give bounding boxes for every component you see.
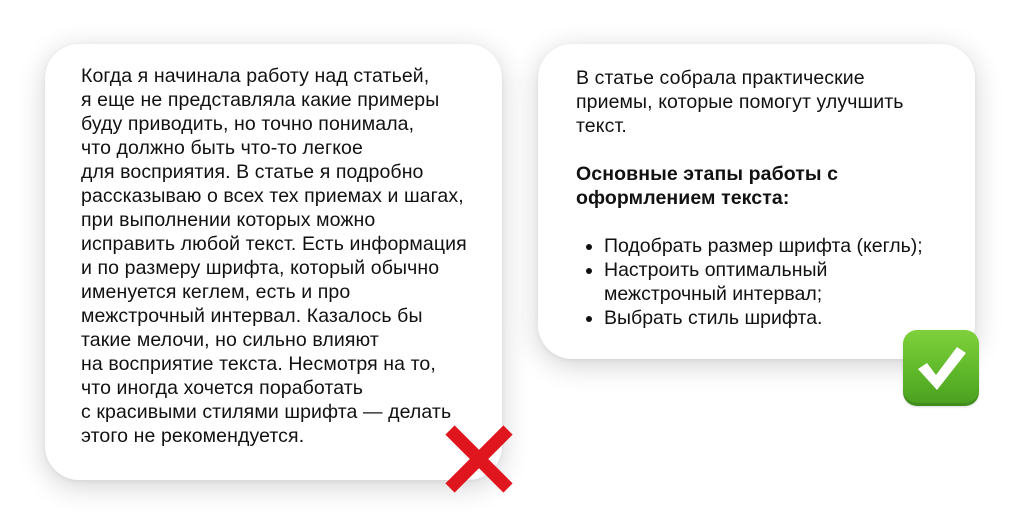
- list-item: [586, 234, 955, 258]
- text-line: этого не рекомендуется.: [81, 425, 305, 447]
- stages-heading: [576, 162, 955, 210]
- text-line: с красивыми стилями шрифта — делать: [81, 401, 452, 423]
- text-line: я еще не представляла какие примеры: [81, 89, 440, 111]
- text-line: и по размеру шрифта, который обычно: [81, 257, 440, 279]
- stages-list: [576, 234, 955, 330]
- good-example-card: [538, 44, 975, 359]
- list-item-text: межстрочный интервал;: [604, 283, 823, 305]
- text-line: на восприятие текста. Несмотря на то,: [81, 353, 436, 375]
- bad-example-text: [81, 64, 482, 448]
- list-item-text: Выбрать стиль шрифта.: [604, 307, 823, 329]
- bullet-icon: [586, 316, 592, 322]
- text-line: Когда я начинала работу над статьей,: [81, 65, 430, 87]
- cross-mark-icon: [440, 420, 518, 498]
- bullet-icon: [586, 244, 592, 250]
- text-line: что иногда хочется поработать: [81, 377, 364, 399]
- bullet-icon: [586, 268, 592, 274]
- list-item-text: Настроить оптимальный: [604, 259, 828, 281]
- intro-line: приемы, которые помогут улучшить: [576, 91, 904, 113]
- text-line: межстрочный интервал. Казалось бы: [81, 305, 423, 327]
- list-item-text: Подобрать размер шрифта (кегль);: [604, 235, 923, 257]
- check-mark-button-icon: [903, 330, 979, 406]
- text-line: именуется кеглем, есть и про: [81, 281, 351, 303]
- list-item: [586, 306, 955, 330]
- bad-example-card: [45, 44, 502, 480]
- heading-line: оформлением текста:: [576, 187, 790, 209]
- text-line: при выполнении которых можно: [81, 209, 376, 231]
- intro-line: В статье собрала практические: [576, 67, 865, 89]
- text-line: что должно быть что-то легкое: [81, 137, 363, 159]
- text-line: исправить любой текст. Есть информация: [81, 233, 467, 255]
- text-line: буду приводить, но точно понимала,: [81, 113, 415, 135]
- intro-line: текст.: [576, 115, 627, 137]
- good-example-intro: [576, 66, 955, 138]
- text-line: для восприятия. В статье я подробно: [81, 161, 424, 183]
- text-line: рассказываю о всех тех приемах и шагах,: [81, 185, 464, 207]
- heading-line: Основные этапы работы с: [576, 163, 839, 185]
- list-item: [586, 258, 955, 306]
- text-line: такие мелочи, но сильно влияют: [81, 329, 379, 351]
